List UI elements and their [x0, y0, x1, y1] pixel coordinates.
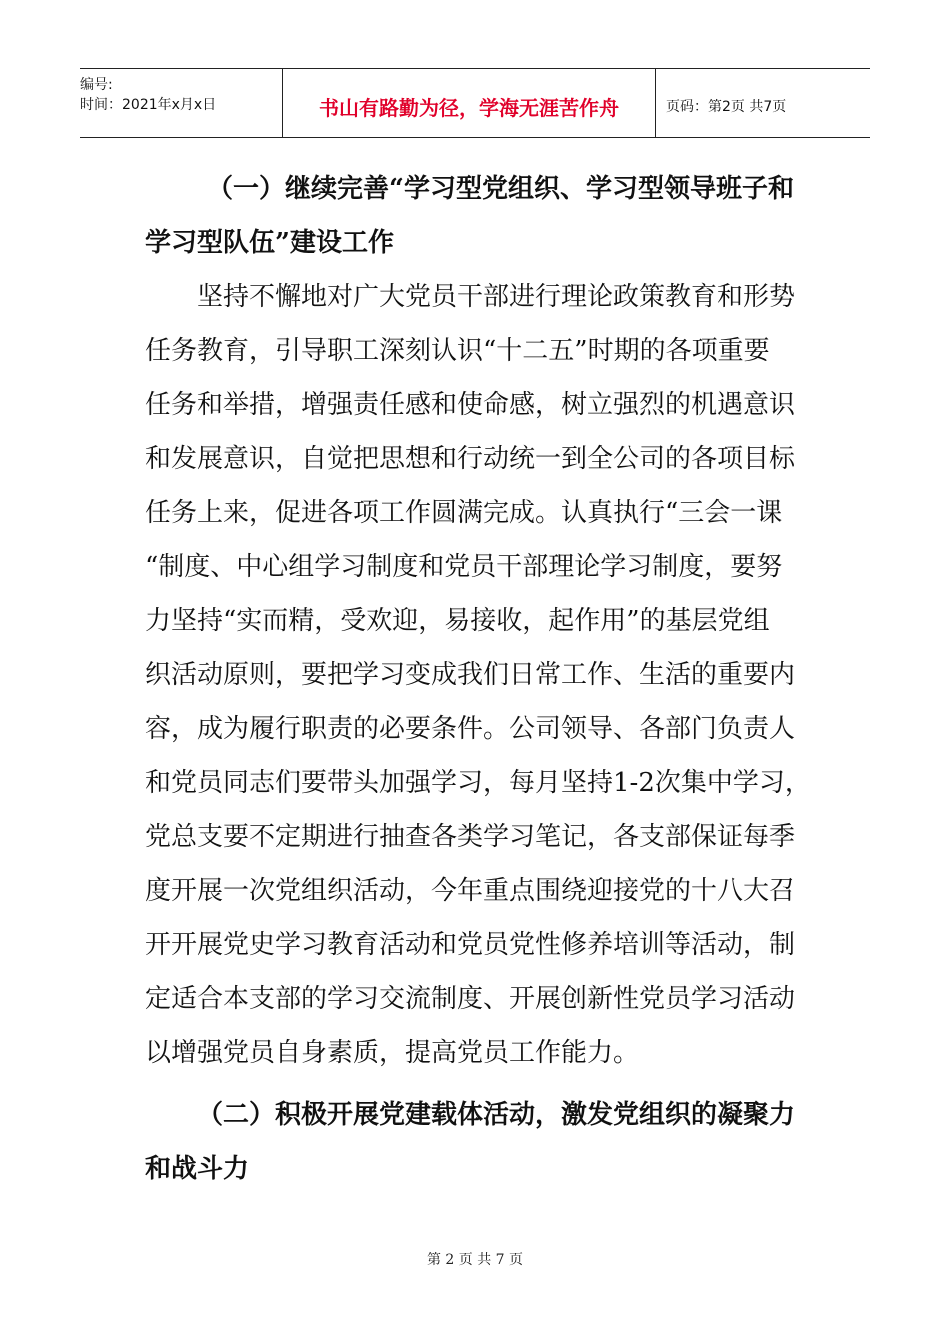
- body-text-line: 容，成为履行职责的必要条件。公司领导、各部门负责人: [145, 714, 796, 744]
- body-text-line: 度开展一次党组织活动，今年重点围绕迎接党的十八大召: [145, 876, 796, 906]
- section-heading-line: （二）积极开展党建载体活动，激发党组织的凝聚力: [197, 1100, 796, 1130]
- body-text-line: 以增强党员自身素质，提高党员工作能力。: [145, 1038, 640, 1068]
- header-page-info: 页码：第2页 共7页: [666, 99, 787, 115]
- number-label: 编号:: [80, 77, 113, 93]
- header-meta: [80, 69, 282, 137]
- body-text-line: “制度、中心组学习制度和党员干部理论学习制度，要努: [145, 552, 783, 582]
- body-text-line: 和党员同志们要带头加强学习，每月坚持1-2次集中学习，: [145, 768, 811, 798]
- section-heading-line: 和战斗力: [145, 1154, 250, 1184]
- page-footer: 第 2 页 共 7 页: [426, 1252, 524, 1268]
- document-header: [80, 68, 870, 138]
- time-label: 时间：2021年x月x日: [80, 97, 217, 113]
- body-text-line: 定适合本支部的学习交流制度、开展创新性党员学习活动: [145, 984, 796, 1014]
- body-text-line: 力坚持“实而精，受欢迎，易接收，起作用”的基层党组: [145, 606, 770, 636]
- body-text-line: 任务和举措，增强责任感和使命感，树立强烈的机遇意识: [145, 390, 796, 420]
- body-text-line: 党总支要不定期进行抽查各类学习笔记，各支部保证每季: [145, 822, 796, 852]
- document-body: [145, 162, 811, 1196]
- body-text-line: 任务教育，引导职工深刻认识“十二五”时期的各项重要: [145, 336, 770, 366]
- body-text-line: 坚持不懈地对广大党员干部进行理论政策教育和形势: [197, 282, 796, 312]
- section-heading-line: （一）继续完善“学习型党组织、学习型领导班子和: [207, 174, 794, 204]
- header-motto: 书山有路勤为径，学海无涯苦作舟: [282, 69, 656, 137]
- body-text-line: 和发展意识，自觉把思想和行动统一到全公司的各项目标: [145, 444, 796, 474]
- body-text-line: 任务上来，促进各项工作圆满完成。认真执行“三会一课: [145, 498, 783, 528]
- body-text-line: 织活动原则，要把学习变成我们日常工作、生活的重要内: [145, 660, 796, 690]
- section-heading-line: 学习型队伍”建设工作: [145, 228, 394, 258]
- body-text-line: 开开展党史学习教育活动和党员党性修养培训等活动，制: [145, 930, 796, 960]
